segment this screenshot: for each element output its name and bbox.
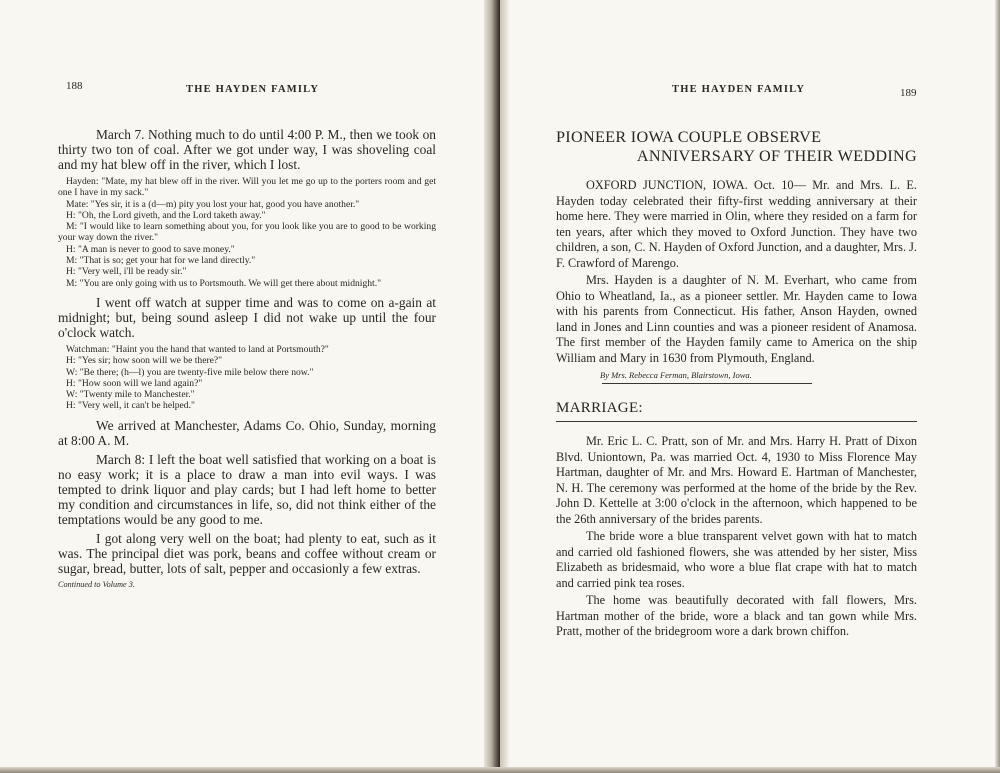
dialogue-block-mate: [58, 176, 436, 289]
dialogue-line: Mate: "Yes sir, it is a (d—m) pity you lost your hat, good you have another.": [66, 198, 360, 210]
page-number-left: 188: [66, 80, 83, 92]
article-headline: [556, 128, 917, 166]
dialogue-line: Hayden: "Mate, my hat blew off in the river. Will you let me go up to the porters room and get one I have in my sack.": [58, 176, 436, 199]
dialogue-line: H: "Oh, the Lord giveth, and the Lord taketh away.": [66, 209, 266, 221]
dialogue-line: H: "A man is never to good to save money.": [66, 243, 235, 255]
section-rule: [556, 421, 917, 422]
dialogue-line: W: "Be there; (h—l) you are twenty-five mile below there now.": [66, 366, 314, 378]
dialogue-line: H: "Very well, it can't be helped.": [66, 400, 195, 412]
dialogue-line: Watchman: "Haint you the hand that wanted to land at Portsmouth?": [66, 343, 329, 355]
page-edge-right: [995, 0, 1000, 773]
headline-line-1: PIONEER IOWA COUPLE OBSERVE: [556, 128, 822, 146]
dialogue-line: M: "You are only going with us to Portsmouth. We will get there about midnight.": [66, 277, 382, 289]
section-heading-marriage: MARRIAGE:: [556, 400, 643, 416]
paragraph-oxford-junction: OXFORD JUNCTION, IOWA. Oct. 10— Mr. and Mrs. L. E. Hayden today celebrated their fifty-first wedding anniversary at their home here. They were married in Olin, where they resided on a farm for ten years, after which they moved to Oxford Junction. They have two children, a son, C. N. Hayden of Oxford Junction, and a daughter, Mrs. J. F. Crawford of Marengo.: [556, 178, 917, 270]
continued-note: Continued to Volume 3.: [58, 579, 135, 589]
paragraph-march-8: March 8: I left the boat well satisfied that working on a boat is no easy work; it is a place to draw a man into evil ways. I was tempted to drink liquor and play cards; but I had left home to better my condition and circumstances in life, so, did not think either of the temptations would be any good to me.: [58, 451, 436, 527]
gutter-shadow: [500, 0, 510, 773]
dialogue-line: M: "I would like to learn something about you, for you look like you are to good to be working your way down the river.": [58, 221, 436, 244]
dialogue-line: H: "Very well, i'll be ready sir.": [66, 266, 187, 278]
paragraph-watch: I went off watch at supper time and was to come on a-gain at midnight; but, being sound asleep I did not wake up until the four o'clock watch.: [58, 294, 436, 340]
paragraph-arrived: We arrived at Manchester, Adams Co. Ohio, Sunday, morning at 8:00 A. M.: [58, 417, 436, 448]
paragraph-bride: The bride wore a blue transparent velvet gown with hat to match and carried old fashioned flowers, she was attended by her sister, Miss Elizabeth as bridesmaid, who wore a blue flat crape with hat to match and carried pink tea roses.: [556, 529, 917, 590]
page-number-right: 189: [900, 87, 917, 99]
paragraph-diet: I got along very well on the boat; had plenty to eat, such as it was. The principal diet was pork, beans and coffee without cream or sugar, bread, butter, lots of salt, pepper and occasionly a few extras.: [58, 530, 436, 576]
dialogue-line: M: "That is so; get your hat for we land directly.": [66, 255, 256, 267]
right-page: [500, 0, 1000, 773]
paragraph-everhart: Mrs. Hayden is a daughter of N. M. Everhart, who came from Ohio to Wheatland, Ia., as a pioneer settler. Mr. Hayden came to Iowa with his parents from Connecticut. His father, Anson Hayden, owned land in Jones and Linn counties and was a pioneer resident of Anamosa. The first member of the Hayden family came to America on the ship William and Mary in 1630 from Plymouth, England.: [556, 273, 917, 365]
paragraph-home: The home was beautifully decorated with fall flowers, Mrs. Hartman mother of the bride, wore a black and tan gown while Mrs. Pratt, mother of the bridegroom wore a dark brown chiffon.: [556, 593, 917, 638]
headline-line-2: ANNIVERSARY OF THEIR WEDDING: [636, 147, 917, 165]
byline: By Mrs. Rebecca Ferman, Blairstown, Iowa.: [600, 370, 752, 380]
running-head-right: THE HAYDEN FAMILY: [672, 84, 806, 95]
left-page-body: [58, 127, 436, 589]
dialogue-line: H: "How soon will we land again?": [66, 377, 203, 389]
page-edge-bottom: [0, 767, 1000, 773]
dialogue-line: W: "Twenty mile to Manchester.": [66, 389, 195, 401]
right-page-body: [556, 128, 917, 642]
dialogue-line: H: "Yes sir; how soon will we be there?": [66, 355, 223, 367]
left-page: [0, 0, 492, 773]
paragraph-march-7: March 7. Nothing much to do until 4:00 P. M., then we took on thirty two ton of coal. After we got under way, I was shoveling coal and my hat blew off in the river, which I lost.: [58, 127, 436, 172]
paragraph-pratt: Mr. Eric L. C. Pratt, son of Mr. and Mrs. Harry H. Pratt of Dixon Blvd. Uniontown, Pa. was married Oct. 4, 1930 to Miss Florence May Hartman, daughter of Mr. and Mrs. Howard E. Hartman of Manchester, N. H. The ceremony was performed at the home of the bride by the Rev. John D. Kettelle at 3:00 o'clock in the afternoon, which happened to be the 26th anniversary of the brides parents.: [556, 434, 917, 526]
book-gutter: [484, 0, 500, 773]
running-head-left: THE HAYDEN FAMILY: [186, 84, 320, 95]
dialogue-block-watchman: [58, 344, 436, 412]
byline-rule: [602, 383, 812, 384]
